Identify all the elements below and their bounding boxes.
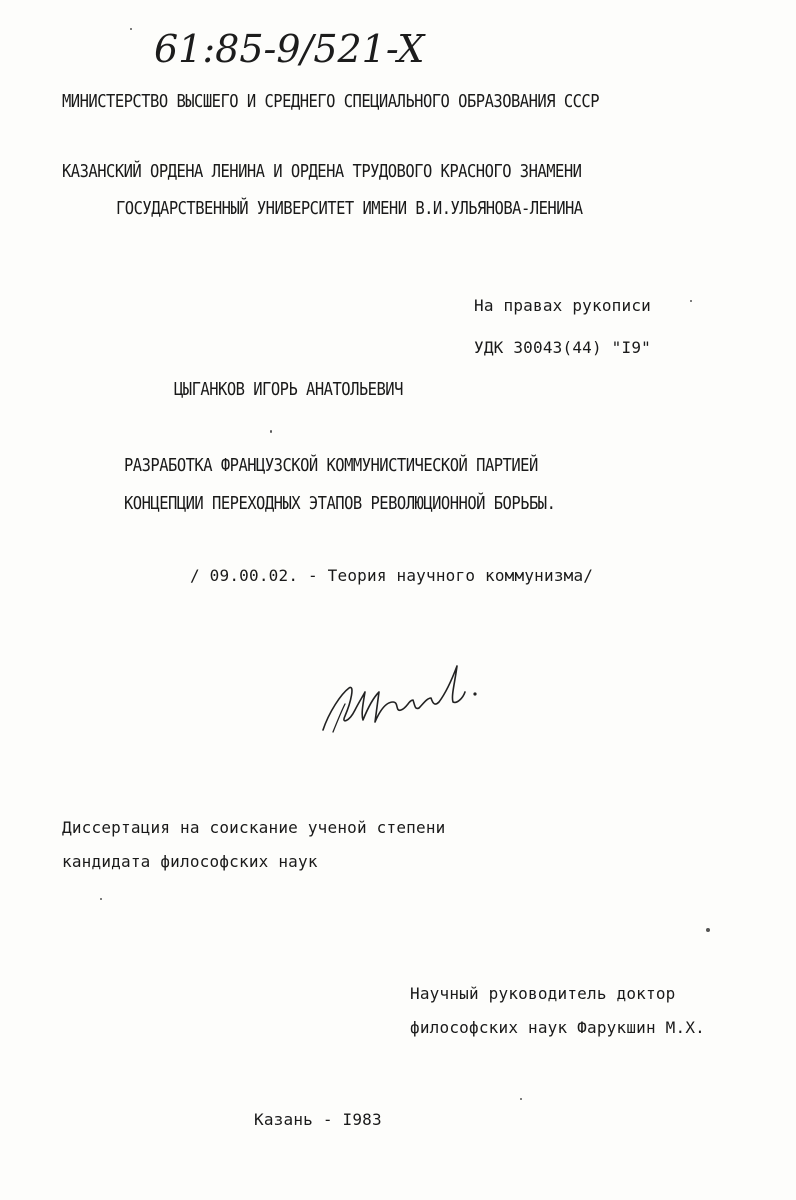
- scan-speck: [690, 300, 692, 302]
- place-and-year: Казань - I983: [254, 1110, 382, 1129]
- scan-speck: [270, 430, 272, 433]
- dissertation-line-2: кандидата философских наук: [62, 852, 318, 871]
- author-signature: [315, 652, 485, 742]
- ministry-heading: МИНИСТЕРСТВО ВЫСШЕГО И СРЕДНЕГО СПЕЦИАЛЬНОГО ОБРАЗОВАНИЯ СССР: [62, 91, 600, 112]
- scan-speck: [100, 898, 102, 900]
- archive-number-handwritten: [150, 14, 480, 84]
- scan-speck: [706, 928, 710, 932]
- author-name: ЦЫГАНКОВ ИГОРЬ АНАТОЛЬЕВИЧ: [174, 379, 403, 400]
- specialty-code: / 09.00.02. - Теория научного коммунизма/: [190, 566, 594, 585]
- title-line-2: КОНЦЕПЦИИ ПЕРЕХОДНЫХ ЭТАПОВ РЕВОЛЮЦИОННОЙ БОРЬБЫ.: [124, 493, 556, 514]
- dissertation-line-1: Диссертация на соискание ученой степени: [62, 818, 446, 837]
- udk-code: УДК 30043(44) "I9": [474, 338, 651, 357]
- rights-notice: На правах рукописи: [474, 296, 651, 315]
- supervisor-line-2: философских наук Фарукшин М.Х.: [410, 1018, 705, 1037]
- title-line-1: РАЗРАБОТКА ФРАНЦУЗСКОЙ КОММУНИСТИЧЕСКОЙ ПАРТИЕЙ: [124, 455, 538, 476]
- scan-speck: [520, 1098, 522, 1100]
- supervisor-line-1: Научный руководитель доктор: [410, 984, 676, 1003]
- archive-number-text: 61:85-9/521-X: [154, 27, 425, 71]
- scan-speck: [130, 28, 132, 30]
- university-line-1: КАЗАНСКИЙ ОРДЕНА ЛЕНИНА И ОРДЕНА ТРУДОВОГО КРАСНОГО ЗНАМЕНИ: [62, 161, 582, 182]
- university-line-2: ГОСУДАРСТВЕННЫЙ УНИВЕРСИТЕТ ИМЕНИ В.И.УЛЬЯНОВА-ЛЕНИНА: [116, 198, 583, 219]
